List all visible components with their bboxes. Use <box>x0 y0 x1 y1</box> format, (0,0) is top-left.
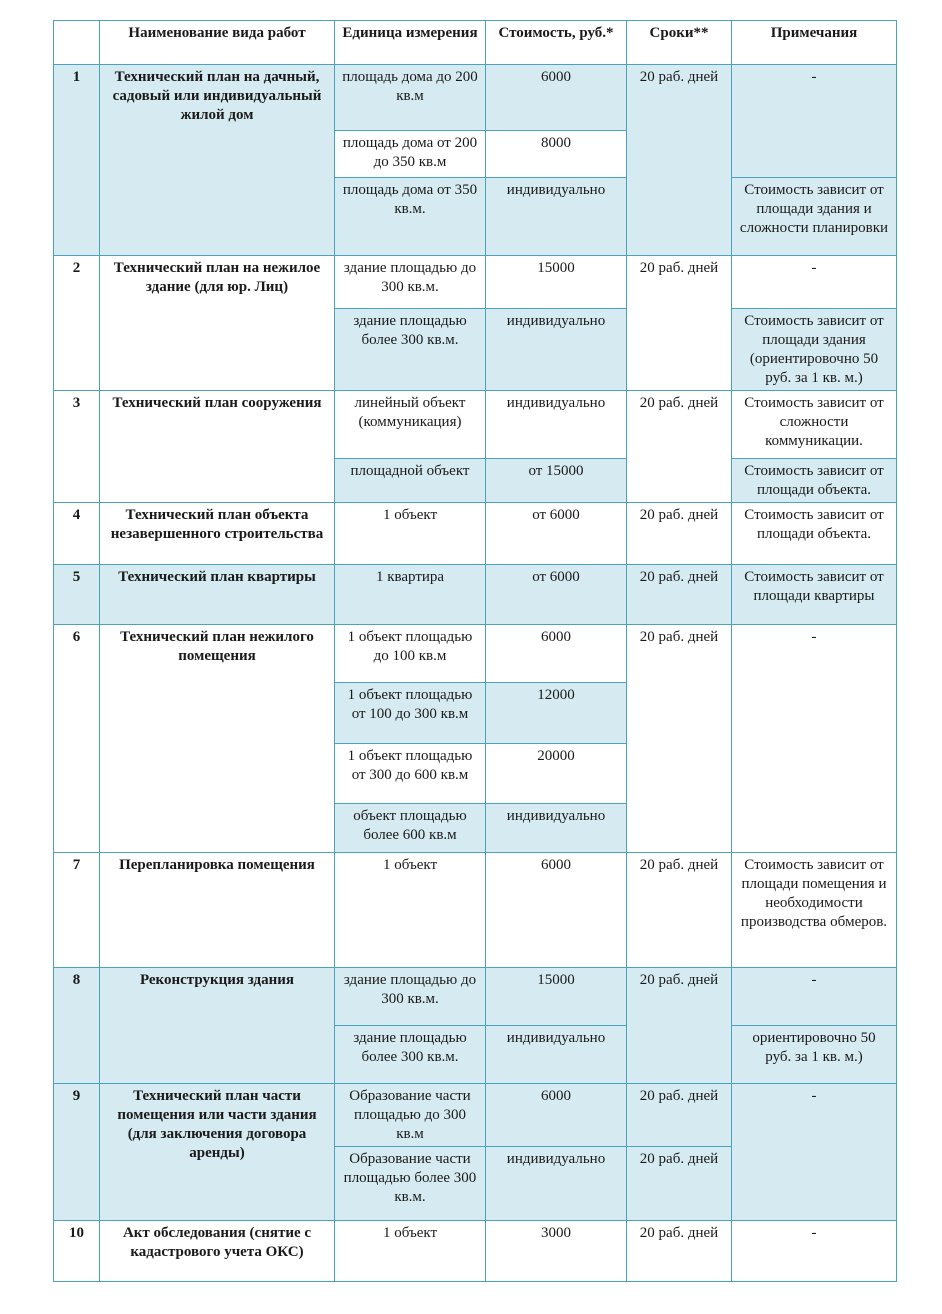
cost-cell: 15000 <box>486 256 627 309</box>
row-number: 3 <box>54 391 100 503</box>
service-name: Технический план нежилого помещения <box>100 625 335 853</box>
price-table <box>53 20 897 1282</box>
cost-cell: индивидуально <box>486 309 627 391</box>
service-name: Технический план квартиры <box>100 565 335 625</box>
term-cell: 20 раб. дней <box>627 65 732 256</box>
term-cell: 20 раб. дней <box>627 565 732 625</box>
cost-cell: от 15000 <box>486 459 627 503</box>
cost-cell: 8000 <box>486 131 627 178</box>
unit-cell: 1 объект <box>335 1221 486 1282</box>
unit-cell: здание площадью более 300 кв.м. <box>335 309 486 391</box>
note-cell: Стоимость зависит от площади квартиры <box>732 565 897 625</box>
note-cell: ориентировочно 50 руб. за 1 кв. м.) <box>732 1026 897 1084</box>
row-number: 5 <box>54 565 100 625</box>
cost-cell: 6000 <box>486 853 627 968</box>
cost-cell: 6000 <box>486 625 627 683</box>
note-cell: - <box>732 1221 897 1282</box>
note-cell: Стоимость зависит от площади здания (ориентировочно 50 руб. за 1 кв. м.) <box>732 309 897 391</box>
row-number: 2 <box>54 256 100 391</box>
unit-cell: площадь дома от 350 кв.м. <box>335 178 486 256</box>
row-number: 7 <box>54 853 100 968</box>
unit-cell: площадной объект <box>335 459 486 503</box>
unit-cell: линейный объект (коммуникация) <box>335 391 486 459</box>
unit-cell: 1 объект площадью от 100 до 300 кв.м <box>335 683 486 744</box>
table-row <box>54 256 897 309</box>
table-row <box>54 625 897 683</box>
service-name: Технический план части помещения или части здания (для заключения договора аренды) <box>100 1084 335 1221</box>
service-name: Технический план объекта незавершенного строительства <box>100 503 335 565</box>
table-row <box>54 503 897 565</box>
note-cell: Стоимость зависит от сложности коммуникации. <box>732 391 897 459</box>
cost-cell: от 6000 <box>486 565 627 625</box>
header-cost: Стоимость, руб.* <box>486 21 627 65</box>
table-row <box>54 968 897 1026</box>
unit-cell: 1 объект площадью до 100 кв.м <box>335 625 486 683</box>
service-name: Технический план сооружения <box>100 391 335 503</box>
unit-cell: площадь дома от 200 до 350 кв.м <box>335 131 486 178</box>
unit-cell: 1 объект площадью от 300 до 600 кв.м <box>335 744 486 804</box>
term-cell: 20 раб. дней <box>627 968 732 1084</box>
cost-cell: 6000 <box>486 1084 627 1147</box>
term-cell: 20 раб. дней <box>627 391 732 503</box>
term-cell: 20 раб. дней <box>627 1147 732 1221</box>
cost-cell: индивидуально <box>486 391 627 459</box>
table-row <box>54 565 897 625</box>
unit-cell: здание площадью более 300 кв.м. <box>335 1026 486 1084</box>
service-name: Технический план на нежилое здание (для юр. Лиц) <box>100 256 335 391</box>
cost-cell: 3000 <box>486 1221 627 1282</box>
row-number: 9 <box>54 1084 100 1221</box>
row-number: 8 <box>54 968 100 1084</box>
header-num <box>54 21 100 65</box>
header-note: Примечания <box>732 21 897 65</box>
term-cell: 20 раб. дней <box>627 1221 732 1282</box>
table-row <box>54 391 897 459</box>
service-name: Технический план на дачный, садовый или индивидуальный жилой дом <box>100 65 335 256</box>
row-number: 1 <box>54 65 100 256</box>
term-cell: 20 раб. дней <box>627 625 732 853</box>
note-cell: - <box>732 1084 897 1221</box>
note-cell: Стоимость зависит от площади здания и сложности планировки <box>732 178 897 256</box>
cost-cell: 6000 <box>486 65 627 131</box>
unit-cell: Образование части площадью более 300 кв.м. <box>335 1147 486 1221</box>
service-name: Реконструкция здания <box>100 968 335 1084</box>
note-cell: - <box>732 968 897 1026</box>
table-row <box>54 1084 897 1147</box>
cost-cell: индивидуально <box>486 178 627 256</box>
term-cell: 20 раб. дней <box>627 503 732 565</box>
note-cell: - <box>732 256 897 309</box>
unit-cell: Образование части площадью до 300 кв.м <box>335 1084 486 1147</box>
header-unit: Единица измерения <box>335 21 486 65</box>
term-cell: 20 раб. дней <box>627 256 732 391</box>
service-name: Акт обследования (снятие с кадастрового учета ОКС) <box>100 1221 335 1282</box>
table-row <box>54 853 897 968</box>
header-name: Наименование вида работ <box>100 21 335 65</box>
note-cell: Стоимость зависит от площади объекта. <box>732 459 897 503</box>
term-cell: 20 раб. дней <box>627 853 732 968</box>
table-row <box>54 1221 897 1282</box>
row-number: 6 <box>54 625 100 853</box>
unit-cell: здание площадью до 300 кв.м. <box>335 256 486 309</box>
cost-cell: 20000 <box>486 744 627 804</box>
unit-cell: площадь дома до 200 кв.м <box>335 65 486 131</box>
header-row <box>54 21 897 65</box>
cost-cell: индивидуально <box>486 1147 627 1221</box>
header-term: Сроки** <box>627 21 732 65</box>
unit-cell: 1 объект <box>335 853 486 968</box>
note-cell: - <box>732 65 897 178</box>
row-number: 4 <box>54 503 100 565</box>
cost-cell: индивидуально <box>486 1026 627 1084</box>
note-cell: Стоимость зависит от площади объекта. <box>732 503 897 565</box>
row-number: 10 <box>54 1221 100 1282</box>
unit-cell: 1 квартира <box>335 565 486 625</box>
service-name: Перепланировка помещения <box>100 853 335 968</box>
cost-cell: 12000 <box>486 683 627 744</box>
note-cell: Стоимость зависит от площади помещения и необходимости производства обмеров. <box>732 853 897 968</box>
table-row <box>54 65 897 131</box>
cost-cell: от 6000 <box>486 503 627 565</box>
unit-cell: здание площадью до 300 кв.м. <box>335 968 486 1026</box>
term-cell: 20 раб. дней <box>627 1084 732 1147</box>
cost-cell: 15000 <box>486 968 627 1026</box>
note-cell: - <box>732 625 897 853</box>
cost-cell: индивидуально <box>486 804 627 853</box>
unit-cell: 1 объект <box>335 503 486 565</box>
unit-cell: объект площадью более 600 кв.м <box>335 804 486 853</box>
